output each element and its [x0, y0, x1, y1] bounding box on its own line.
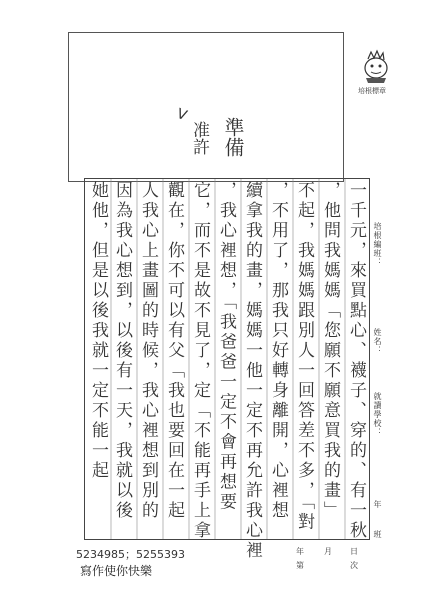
footer-day: 日	[350, 547, 358, 556]
footer-sequence: 次	[350, 561, 358, 570]
essay-column-8: 觀在，你不可以有父「我也要回在一起	[164, 181, 184, 521]
mascot-stamp	[356, 48, 396, 98]
slogan: 寫作使你快樂	[80, 564, 153, 578]
essay-column-5: 續拿我的畫，媽媽一他一定不再允許我心裡	[242, 181, 262, 561]
essay-column-6: ，我心裡想，「我爸爸一定不會再想要	[216, 181, 236, 513]
essay-column-11: 她他，但是以後我就一定不能一起	[88, 181, 108, 481]
teacher-note-main: 準備	[221, 117, 245, 157]
teacher-note-correction: 准許	[189, 121, 209, 155]
essay-column-2: ，他問我媽媽「您願不願意買我的畫」	[320, 181, 340, 521]
essay-column-1: 一千元，來買點心、襪子、穿的、有一秋	[346, 181, 366, 541]
footer-term: 第	[296, 561, 304, 570]
class-label: 班	[373, 530, 382, 539]
phone-numbers: 5234985；5255393	[76, 548, 185, 561]
essay-column-4: ，不用了，那我只好轉身離開，心裡想	[268, 181, 288, 521]
mascot-icon	[356, 48, 396, 84]
essay-column-7: 它，而不是故不見了，定「不能再手上拿	[190, 181, 210, 541]
name-label: 姓名：	[373, 328, 382, 355]
stamp-label: 培根標章	[358, 87, 386, 95]
essay-column-3: 不起，我媽媽跟別人一回答差不多，「對	[294, 181, 314, 533]
program-label: 培根編班：	[373, 222, 382, 267]
footer-year: 年	[296, 547, 304, 556]
teacher-comment-box	[68, 32, 344, 182]
check-mark: V	[174, 105, 190, 125]
footer-month: 月	[324, 547, 332, 556]
essay-column-9: 人我心上畫圖的時候，我心裡想到別的	[138, 181, 158, 521]
grade-label: 年	[373, 500, 382, 509]
school-label: 就讀學校：	[373, 392, 382, 437]
essay-column-10: 因為我心想到，以後有一天，我就以後	[112, 181, 132, 521]
